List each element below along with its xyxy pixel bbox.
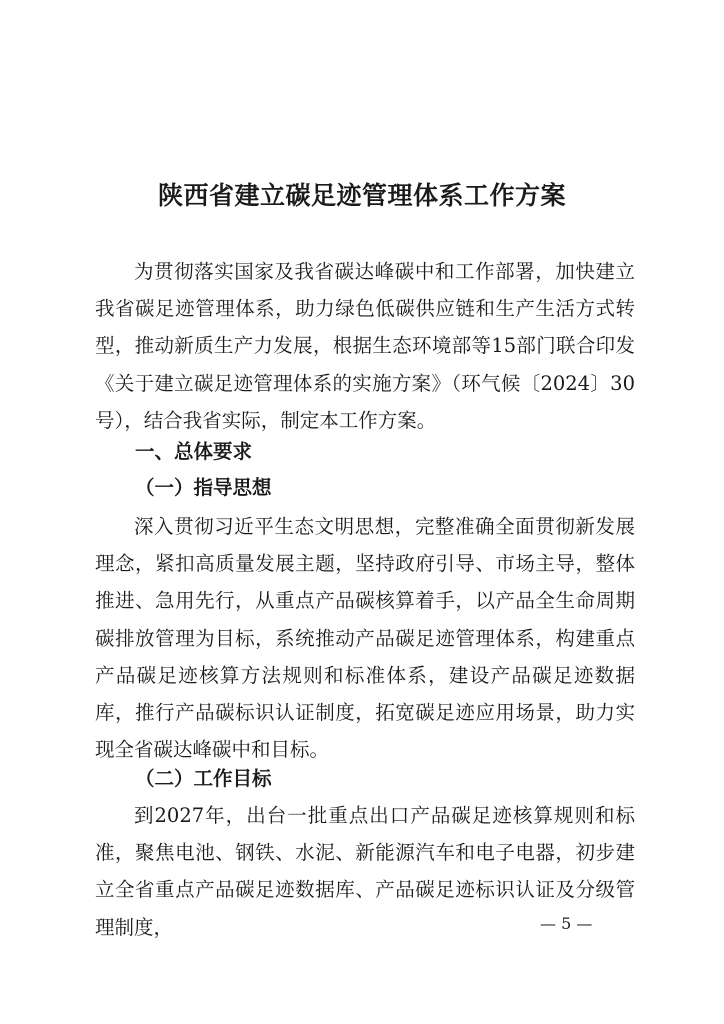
subsection-heading-work-goals: （二）工作目标 (135, 767, 272, 790)
guiding-ideology-paragraph: 深入贯彻习近平生态文明思想，完整准确全面贯彻新发展理念，紧扣高质量发展主题，坚持政府引导、市场主导，整体推进、急用先行，从重点产品碳核算着手，以产品全生命周期碳排放管理为目标，系统推动产品碳足迹管理体系，构建重点产品碳足迹核算方法规则和标准体系，建设产品碳足迹数据库，推行产品碳标识认证制度，拓宽碳足迹应用场景，助力实现全省碳达峰碳中和目标。 (95, 515, 635, 762)
page-number: — 5 — (540, 914, 593, 933)
work-goals-paragraph: 到2027年，出台一批重点出口产品碳足迹核算规则和标准，聚焦电池、钢铁、水泥、新能源汽车和电子电器，初步建立全省重点产品碳足迹数据库、产品碳足迹标识认证及分级管理制度， (95, 804, 635, 939)
intro-paragraph: 为贯彻落实国家及我省碳达峰碳中和工作部署，加快建立我省碳足迹管理体系，助力绿色低碳供应链和生产生活方式转型，推动新质生产力发展，根据生态环境部等15部门联合印发《关于建立碳足迹管理体系的实施方案》（环气候〔2024〕30号），结合我省实际，制定本工作方案。 (95, 260, 635, 432)
subsection-heading-guiding-ideology: （一）指导思想 (135, 476, 272, 499)
section-heading-general-requirements: 一、总体要求 (135, 440, 253, 463)
document-title: 陕西省建立碳足迹管理体系工作方案 (157, 181, 566, 210)
